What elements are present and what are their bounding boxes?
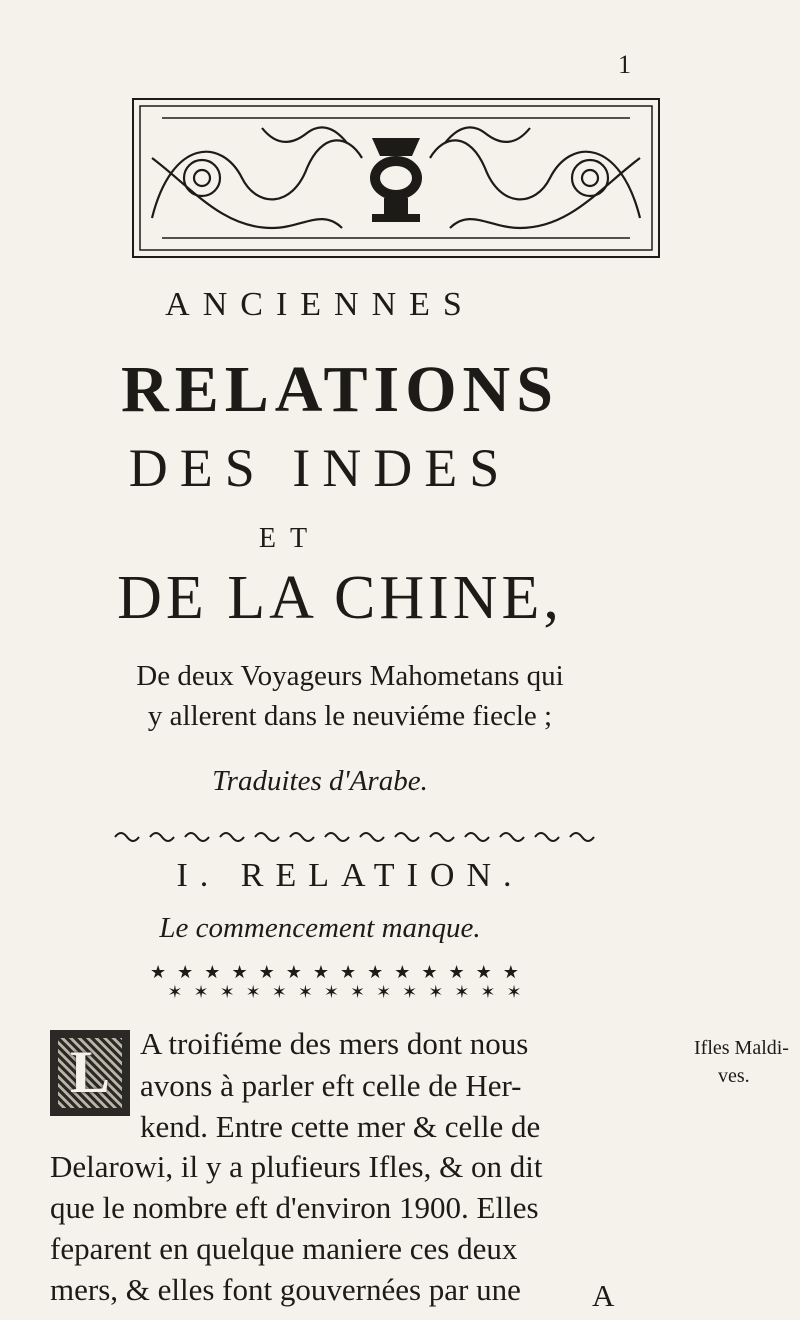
- body-line: kend. Entre cette mer & celle de: [140, 1109, 541, 1144]
- catchword: A: [592, 1278, 615, 1313]
- marginal-note: [694, 1034, 794, 1090]
- marginal-note-line-1: Ifles Maldi-: [694, 1037, 789, 1059]
- body-line: A troifiéme des mers dont nous: [140, 1026, 529, 1061]
- star-row-1: ★★★★★★★★★★★★★★: [150, 962, 530, 983]
- drop-cap: [50, 1030, 130, 1116]
- section-note: Le commencement manque.: [159, 912, 481, 944]
- drop-cap-letter: L: [69, 1039, 111, 1105]
- title-et: ET: [258, 523, 322, 554]
- section-heading: I. RELATION.: [176, 857, 524, 894]
- ornamental-headpiece: [132, 98, 660, 258]
- subtitle-line-2: y allerent dans le neuviéme fiecle ;: [147, 700, 553, 732]
- title-des-indes: DES INDES: [128, 438, 512, 498]
- marginal-note-line-2: ves.: [718, 1065, 750, 1087]
- body-line: avons à parler eft celle de Her-: [140, 1068, 522, 1103]
- translated-from: Traduites d'Arabe.: [212, 765, 428, 797]
- star-row-2: ✶✶✶✶✶✶✶✶✶✶✶✶✶✶: [167, 982, 533, 1003]
- title-relations: RELATIONS: [121, 353, 559, 426]
- body-line: feparent en quelque maniere ces deux: [50, 1231, 518, 1266]
- subtitle-line-1: De deux Voyageurs Mahometans qui: [136, 660, 564, 692]
- title-de-la-chine: DE LA CHINE,: [117, 564, 563, 632]
- body-line: Delarowi, il y a plufieurs Ifles, & on dit: [50, 1149, 543, 1184]
- ornament-rule: [110, 826, 610, 848]
- body-line: que le nombre eft d'environ 1900. Elles: [50, 1190, 539, 1225]
- page-number: 1: [618, 50, 631, 79]
- title-anciennes: ANCIENNES: [165, 286, 475, 323]
- body-line: mers, & elles font gouvernées par une: [50, 1272, 521, 1307]
